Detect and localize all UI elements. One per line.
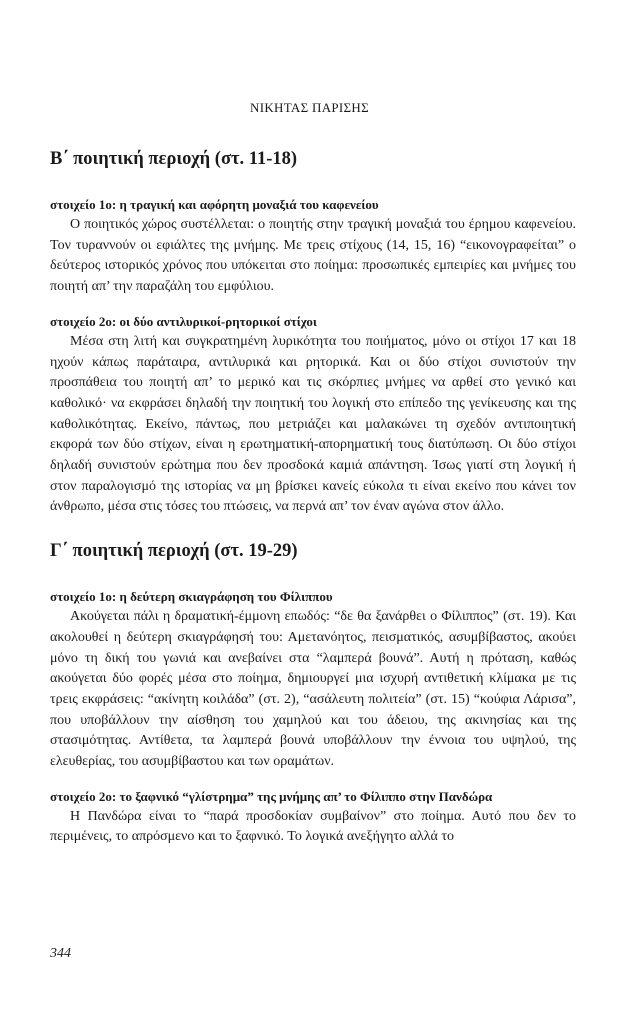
section-heading-c: Γ΄ ποιητική περιοχή (στ. 19-29) (50, 541, 298, 562)
element-heading-b1: στοιχείο 1ο: η τραγική και αφόρητη μοναξιά του καφενείου (50, 197, 379, 212)
element-text-c2: Η Πανδώρα είναι το “παρά προσδοκίαν συμβαίνον” στο ποίημα. Αυτό που δεν το περιμένεις, το απρόσμενο και το ξαφνικό. Το λογικά ανεξήγητο αλλά το (50, 808, 576, 845)
section-heading-b: Β΄ ποιητική περιοχή (στ. 11-18) (50, 149, 298, 169)
spacer (50, 518, 576, 538)
page-content (50, 146, 576, 848)
element-text-b2: Μέσα στη λιτή και συγκρατημένη λυρικότητα του ποιήματος, μόνο οι στίχοι 17 και 18 ηχούν κάπως παράταιρα, αντιλυρικά και ρητορικά. Και οι δύο στίχοι συνιστούν την προσπάθεια του ποιητή απ’ το μερικό και τις σκόρπιες μνήμες να αρθεί στο γενικό και καθολικό· να εκφράσει δηλαδή την ποιητική του λογική στο επίπεδο της γενίκευσης και της καθολικότητας. Εκείνο, πάντως, που μετριάζει και μαλακώνει τη σχεδόν αντιποιητική εκφορά των δύο στίχων, είναι η ερωτηματική-απορηματική τους διατύπωση. Οι δύο στίχοι δηλαδή συνιστούν ερώτημα που δεν προσδοκά καμιά απάντηση. Ίσως γιατί στη λογική ή στον παραλογισμό της ιστορίας να μη βρίσκει κανείς εύκολα τι είναι εκείνο που κάνει τον άνθρωπο, μέσα στις τόσες του πτώσεις, να περνά απ’ τον έναν αγώνα στον άλλο. (50, 333, 576, 515)
element-text-c1: Ακούγεται πάλι η δραματική-έμμονη επωδός: “δε θα ξανάρθει ο Φίλιππος” (στ. 19). Και ακολουθεί η δεύτερη σκιαγράφησή του: Αμετανόητος, πεισματικός, ασυμβίβαστος, ακούει μόνο τη δική του γωνιά και ανεβαίνει στα “λαμπερά βουνά”. Αυτή η πρόταση, καθώς ακούγεται δύο φορές μέσα στο ποίημα, δημιουργεί μια ισχυρή αντιθετική κλίμακα με τις τρεις εκφράσεις: “ακίνητη κοιλάδα” (στ. 2), “ασάλευτη πολιτεία” (στ. 15) “κούφια Λάρισα”, που υποβάλλουν την αίσθηση του χαμηλού και του άδειου, της ακινησίας και της στασιμότητας. Αντίθετα, τα λαμπερά βουνά υποβάλλουν την έννοια του υψηλού, της ελευθερίας, του ασυμβίβαστου και των οραμάτων. (50, 609, 576, 770)
spacer (50, 298, 576, 312)
spacer (50, 773, 576, 787)
running-head: ΝΙΚΗΤΑΣ ΠΑΡΙΣΗΣ (250, 100, 369, 115)
element-heading-c1: στοιχείο 1ο: η δεύτερη σκιαγράφηση του Φίλιππου (50, 589, 333, 605)
element-heading-c2: στοιχείο 2ο: το ξαφνικό “γλίστρημα” της μνήμης απ’ το Φίλιππο στην Πανδώρα (50, 788, 493, 804)
element-text-b1: Ο ποιητικός χώρος συστέλλεται: ο ποιητής στην τραγική μοναξιά του έρημου καφενείου. Τον τυραννούν οι εφιάλτες της μνήμης. Με τρεις στίχους (14, 15, 16) “εικονογραφείται” ο δεύτερος ιστορικός χρόνος που υπόκειται στο ποίημα: προσωπικές εμπειρίες και μνήμες του ποιητή απ’ την παραζάλη του εμφύλιου. (50, 217, 576, 295)
element-heading-b2: στοιχείο 2ο: οι δύο αντιλυρικοί-ρητορικοί στίχοι (50, 313, 317, 329)
page-number: 344 (50, 946, 71, 961)
